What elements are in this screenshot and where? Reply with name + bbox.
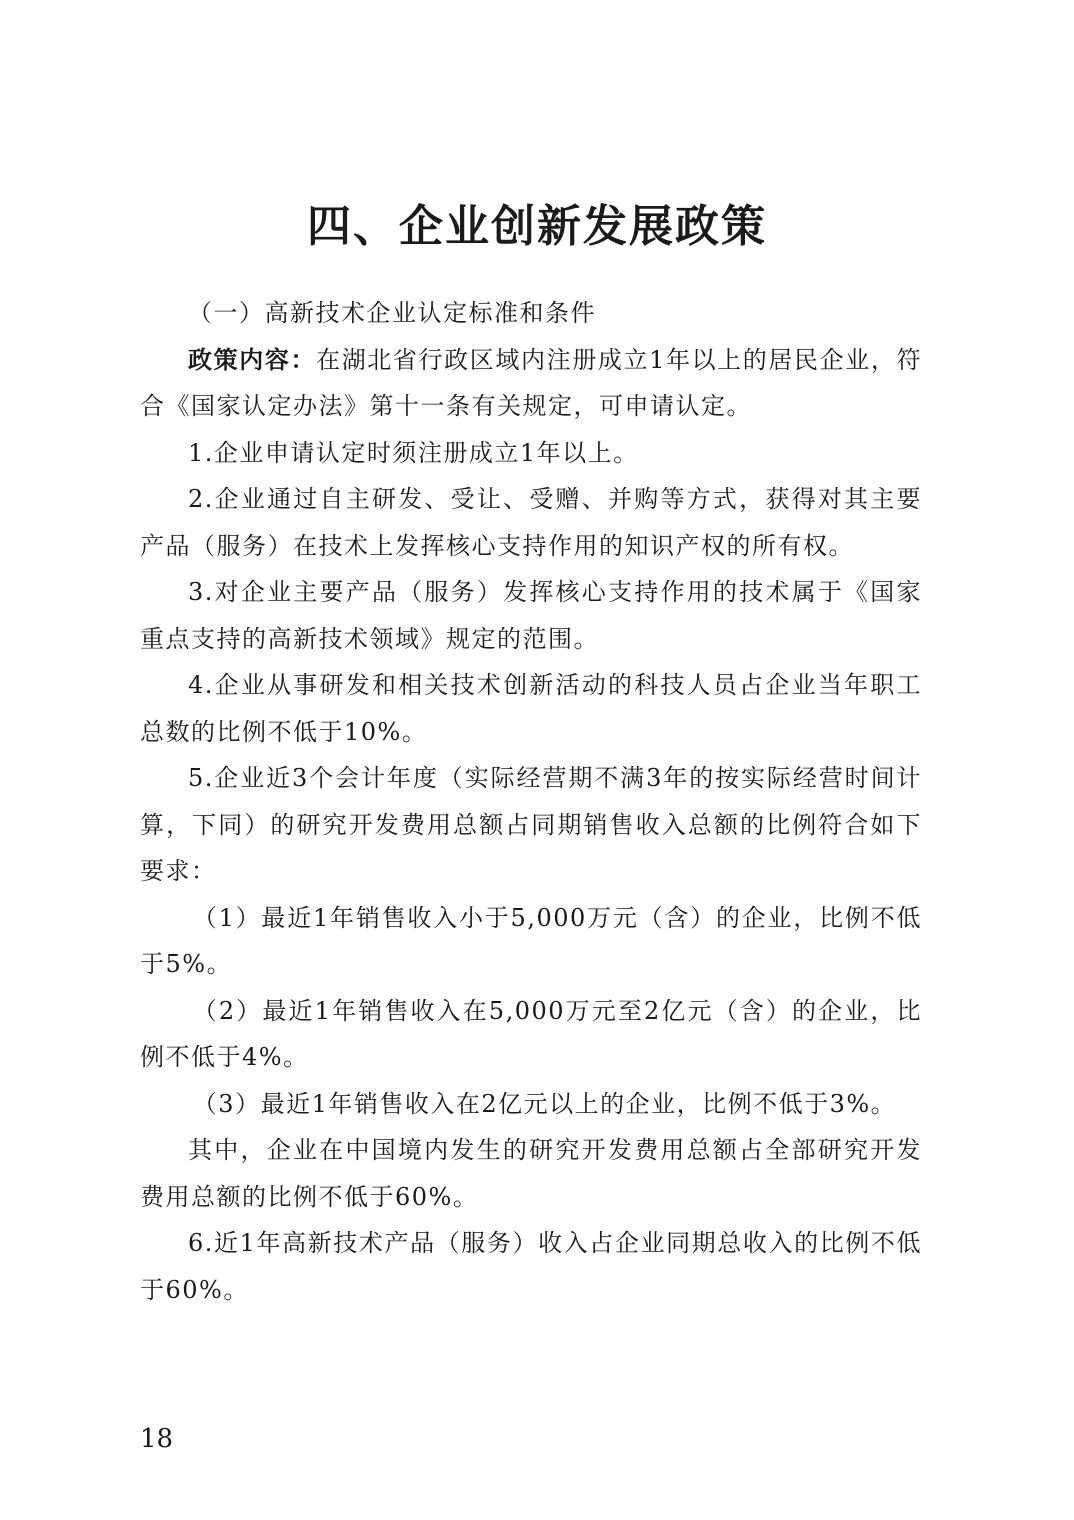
policy-label: 政策内容： [188,344,317,374]
list-item: 6.近1年高新技术产品（服务）收入占企业同期总收入的比例不低于60%。 [140,1229,922,1304]
policy-text: 在湖北省行政区域内注册成立1年以上的居民企业，符合《国家认定办法》第十一条有关规定，可申请认定。 [140,345,922,420]
document-body [140,290,922,1313]
sub-list-item: （1）最近1年销售收入小于5,000万元（含）的企业，比例不低于5%。 [140,903,922,978]
policy-paragraph [140,337,922,430]
list-item: 5.企业近3个会计年度（实际经营期不满3年的按实际经营时间计算，下同）的研究开发费用总额占同期销售收入总额的比例符合如下要求： [140,764,922,885]
note-paragraph: 其中，企业在中国境内发生的研究开发费用总额占全部研究开发费用总额的比例不低于60%。 [140,1136,922,1211]
list-item: 2.企业通过自主研发、受让、受赠、并购等方式，获得对其主要产品（服务）在技术上发挥核心支持作用的知识产权的所有权。 [140,485,922,560]
list-item: 3.对企业主要产品（服务）发挥核心支持作用的技术属于《国家重点支持的高新技术领域》规定的范围。 [140,578,922,653]
list-item: 4.企业从事研发和相关技术创新活动的科技人员占企业当年职工总数的比例不低于10%。 [140,671,922,746]
list-item: 1.企业申请认定时须注册成立1年以上。 [188,438,639,467]
page-number: 18 [140,1424,174,1454]
sub-list-item: （3）最近1年销售收入在2亿元以上的企业，比例不低于3%。 [192,1089,897,1118]
section-heading: （一）高新技术企业认定标准和条件 [188,299,596,327]
page-title: 四、企业创新发展政策 [307,201,767,252]
sub-list-item: （2）最近1年销售收入在5,000万元至2亿元（含）的企业，比例不低于4%。 [140,996,922,1071]
